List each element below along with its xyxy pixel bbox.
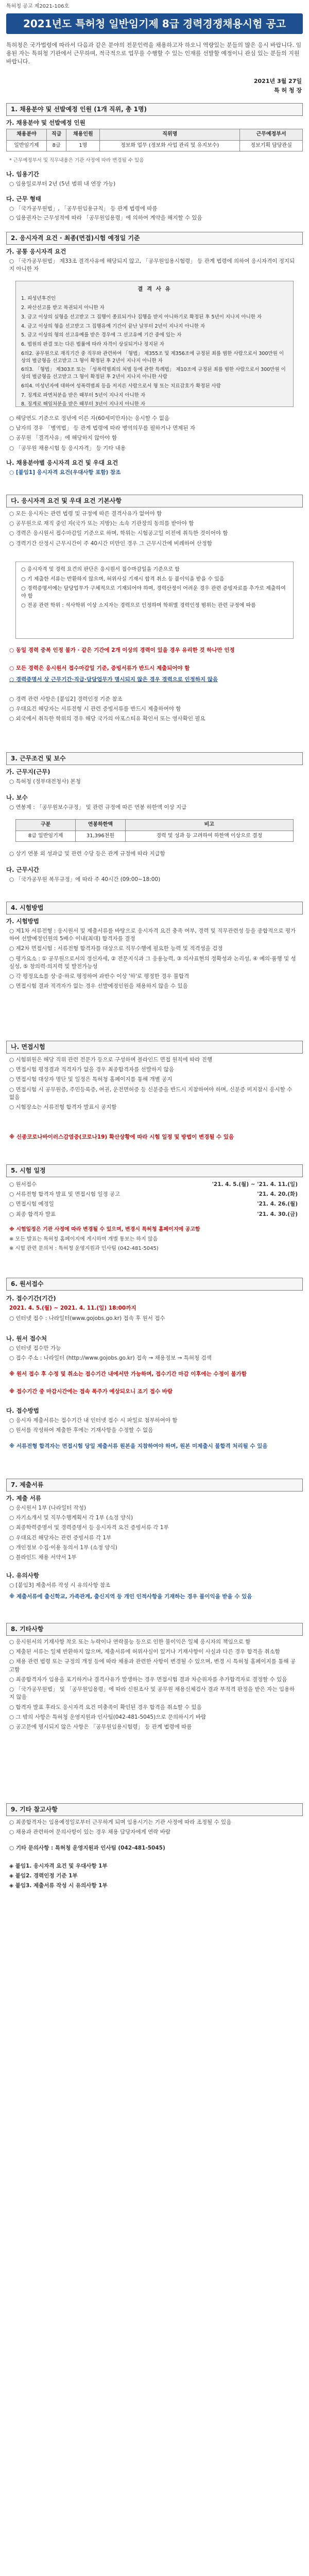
list-item: 7. 징계로 파면처분을 받은 때부터 5년이 지나지 아니한 자 bbox=[21, 392, 146, 398]
list-item: ○ 채용 관련 법령 또는 규정의 개정 등에 따라 채용과 관련한 사항이 변경될 수 있으며, 변경 시 특허청 홈페이지를 통해 공고함 bbox=[9, 1658, 296, 1673]
table-header: 근무예정부서 bbox=[240, 129, 303, 141]
list-item: ○ 응시원서의 기재사항 착오 또는 누락이나 연락불능 등으로 인한 불이익은 일체 응시자의 책임으로 함 bbox=[9, 1639, 251, 1645]
list-item: ○ 기 제출한 서류는 반환하지 않으며, 허위사실 기재시 합격 취소 등 불이익을 받을 수 있음 bbox=[21, 576, 225, 582]
attachment-item: ◈ 붙임1. 응시자격 요건 및 우대사항 1부 bbox=[9, 1863, 108, 1869]
list-item: 8. 징계로 해임처분을 받은 때부터 3년이 지나지 아니한 자 bbox=[21, 401, 146, 408]
sub-heading: 나. 채용분야별 응시자격 요건 및 우대 요건 bbox=[6, 459, 118, 466]
list-item: ○ 경력은 응시원서 접수마감일 기준으로 하며, 학위는 시험공고일 이전에 취득한 것이어야 함 bbox=[9, 530, 228, 537]
table-cell: 8급 bbox=[46, 140, 66, 151]
schedule-label: ○ 최종 합격자 발표 bbox=[9, 1211, 56, 1217]
sub-heading: 나. 원서 접수처 bbox=[6, 1335, 47, 1342]
list-item: 3. 금고 이상의 실형을 선고받고 그 집행이 종료되거나 집행을 받지 아니하기로 확정된 후 5년이 지나지 아니한 자 bbox=[21, 314, 262, 320]
list-item: ○ 그 밖의 사항은 특허청 운영지원과 인사팀(042-481-5045)으로 문의하시기 바람 bbox=[9, 1714, 207, 1720]
sub-heading: 가. 접수기간(기간) bbox=[6, 1295, 56, 1302]
sub-heading: 가. 시험방법 bbox=[6, 918, 39, 925]
sub-heading: 나. 임용기간 bbox=[6, 171, 39, 178]
section-heading-5: 4. 시험방법 bbox=[6, 902, 303, 914]
misc-list bbox=[9, 1638, 298, 1733]
schedule-row bbox=[9, 1191, 298, 1198]
table-cell: 1명 bbox=[66, 140, 100, 151]
table-cell: 8급 일반임기제 bbox=[16, 831, 76, 842]
list-item: 5. 금고 이상의 형의 선고유예를 받은 경우에 그 선고유예 기간 중에 있는 자 bbox=[21, 332, 182, 338]
list-item: ○ 우대요건 해당자는 서류전형 시 관련 증빙서류를 반드시 제출하여야 함 bbox=[9, 706, 181, 713]
blue-notice: ○ 경력증명서 상 근무기간·직급·담당업무가 명시되지 않은 경우 경력으로 인정하지 않음 bbox=[9, 676, 218, 683]
schedule-date: '21. 4. 26.(월) bbox=[257, 1201, 298, 1208]
attachment-ref: ○ [붙임1] 응시자격 요건(우대사항 포함) 참조 bbox=[9, 469, 121, 476]
table-header: 채용분야 bbox=[7, 129, 47, 141]
list-item: 4. 금고 이상의 형을 선고받고 그 집행유예 기간이 끝난 날부터 2년이 지나지 아니한 자 bbox=[21, 323, 205, 329]
list-item: ○ 원서를 작성하여 제출한 후에는 기재사항을 수정할 수 없음 bbox=[9, 1427, 153, 1434]
period-note: ○ 인터넷 접수 : 나라일터(www.gojobs.go.kr) 접속 후 원서 접수 bbox=[9, 1315, 165, 1321]
table-header: 직위명 bbox=[100, 129, 240, 141]
list-item: ○ 시험위원은 해당 직위 관련 전문가 등으로 구성하며 블라인드 면접 원칙에 따라 진행 bbox=[9, 1057, 213, 1063]
work-type-text-2: ○ 임용권자는 근무성적에 따라 「공무원임용령」에 의하여 계약을 해지할 수 있음 bbox=[9, 215, 202, 221]
schedule-row bbox=[9, 1200, 298, 1208]
red-notice: ※ 신종코로나바이러스감염증(코로나19) 확산상황에 따라 시험 일정 및 방법이 변경될 수 있음 bbox=[9, 1134, 234, 1140]
list-item: 1. 피성년후견인 bbox=[21, 296, 56, 302]
section-heading-6: 나. 면접시험 bbox=[6, 1041, 303, 1054]
basic-items bbox=[9, 510, 298, 550]
list-item: ○ 「공무원 채용시험 등 응시자격」 등 기타 내용 bbox=[9, 445, 126, 451]
list-item: ○ 전공 관련 학위 : 석사학위 이상 소지자는 경력으로 인정하며 학위별 경력인정 범위는 관련 규정에 따름 bbox=[21, 603, 256, 608]
list-item: ○ 채용과 관련하여 문의사항이 있는 경우 채용 담당자에게 연락 바람 bbox=[9, 1829, 171, 1836]
workplace-text: ○ 특허청 (정부대전청사) 본청 bbox=[9, 778, 81, 785]
table-header: 연봉하한액 bbox=[76, 820, 125, 831]
salary-table bbox=[15, 819, 294, 842]
sub-heading: 가. 채용분야 및 선발예정 인원 bbox=[6, 119, 85, 126]
list-item: ○ 면접시험 결과 적격자가 없는 경우 선발예정인원을 채용하지 않을 수 있음 bbox=[9, 983, 188, 990]
red-notice: ※ 원서 접수 후 수정 및 취소는 접수기간 내에서만 가능하며, 접수기간 마감 이후에는 수정이 불가함 bbox=[9, 1371, 247, 1377]
section-heading-11: 9. 기타 참고사항 bbox=[6, 1803, 303, 1816]
list-item: ○ 경력 관련 사항은 [붙임2] 경력인정 기준 참조 bbox=[9, 696, 123, 702]
list-item: 6의3. 「형법」 제303조 또는 「성폭력범죄의 처벌 등에 관한 특례법」 제10조에 규정된 죄를 범한 사람으로서 300만원 이상의 벌금형을 선고받고 그 형이 확정된 후 2년이 지나지 아니한 사람 bbox=[21, 367, 286, 380]
schedule-label: ○ 면접시험 예정일 bbox=[9, 1201, 54, 1208]
red-notice: ○ 동일 경력 중복 인정 불가 · 같은 기간에 2개 이상의 경력이 있을 경우 유리한 것 하나만 인정 bbox=[9, 647, 235, 653]
list-item: ○ 제출된 서류는 일체 반환하지 않으며, 제출서류에 허위사실이 있거나 기재사항이 사실과 다른 경우 합격을 취소함 bbox=[9, 1649, 280, 1655]
table-header: 직급 bbox=[46, 129, 66, 141]
list-item: ○ 합격자 발표 후라도 응시자격 요건 미충족이 확인된 경우 합격을 취소할 수 있음 bbox=[9, 1704, 202, 1710]
hours-text: ○ 「국가공무원 복무규정」에 따라 주 40시간 (09:00~18:00) bbox=[9, 876, 161, 883]
section-heading-1: 1. 채용분야 및 선발예정 인원 (1개 직위, 총 1명) bbox=[6, 103, 303, 116]
announce-date: 2021년 3월 27일 bbox=[253, 78, 302, 84]
list-item: 6의4. 미성년자에 대하여 성폭력범죄 등을 저지른 사람으로서 형 또는 치료감호가 확정된 사람 bbox=[21, 383, 221, 389]
interview-list bbox=[9, 1056, 298, 1113]
exam-method-list bbox=[9, 927, 298, 993]
list-item: ○ 접수 주소 : 나라일터 (http://www.gojobs.go.kr) 접속 → 채용정보 → 특허청 검색 bbox=[9, 1355, 212, 1362]
schedule-date: '21. 4. 30.(금) bbox=[257, 1211, 298, 1217]
blue-notice: ※ 제출서류에 출신학교, 가족관계, 출신지역 등 개인 인적사항을 기재하는 경우 불이익을 받을 수 있음 bbox=[9, 1594, 252, 1600]
list-item: ○ 경력증명서에는 담당업무가 구체적으로 기재되어야 하며, 경력산정이 어려운 경우 관련 증빙자료를 추가로 제출하여야 함 bbox=[21, 586, 286, 599]
attachments-list bbox=[9, 1862, 298, 1892]
sub-heading: 다. 접수방법 bbox=[6, 1407, 39, 1414]
list-item: ○ 개인정보 수집·이용 동의서 1부 (소정 양식) bbox=[9, 1544, 117, 1551]
table-header: 채용인원 bbox=[66, 129, 100, 141]
schedule-notes bbox=[9, 1226, 298, 1255]
list-item: ○ 공고문에 명시되지 않은 사항은 「공무원임용시험령」 등 관계 법령에 따름 bbox=[9, 1723, 192, 1730]
list-item: ○ 공무원으로 재직 중인 자(국가 또는 지방)는 소속 기관장의 동의를 받아야 함 bbox=[9, 520, 194, 527]
red-notice: ※ 접수기간 중 마감시간에는 접속 폭주가 예상되오니 조기 접수 바람 bbox=[9, 1388, 173, 1395]
list-item: ○ 응시원서 1부 (나라일터 작성) bbox=[9, 1505, 86, 1511]
section-heading-3: 다. 응시자격 요건 및 우대 요건 기본사항 bbox=[6, 495, 303, 507]
box-title: 결 격 사 유 bbox=[138, 286, 171, 292]
list-item: ○ 최종합격자는 임용예정일로부터 근무하게 되며 임용시기는 기관 사정에 따라 조정될 수 있음 bbox=[9, 1819, 232, 1825]
schedule-row bbox=[9, 1211, 298, 1218]
section-heading-7: 5. 시험 일정 bbox=[6, 1164, 303, 1177]
term-text: ○ 임용일로부터 2년 (5년 범위 내 연장 가능) bbox=[9, 181, 116, 187]
table-cell: 31,396천원 bbox=[76, 831, 125, 842]
schedule-date: '21. 4. 5.(월) ~ '21. 4. 11.(일) bbox=[212, 1181, 298, 1188]
list-item: ○ 해당연도 기준으로 정년에 이른 자(60세미만자)는 응시할 수 없음 bbox=[9, 415, 169, 421]
caution-ref: ○ [붙임3] 제출서류 작성 시 유의사항 참조 bbox=[9, 1582, 111, 1588]
announce-number: 특허청 공고 제2021-106호 bbox=[6, 4, 70, 9]
table-cell: 정보화 업무 (정보화 사업 관리 및 유지보수) bbox=[100, 140, 240, 151]
list-item: ※ 모든 발표는 특허청 홈페이지에 게시하며 개별 통보는 하지 않음 bbox=[9, 1236, 158, 1242]
list-item: ○ 시험장소는 서류전형 합격자 발표시 공지함 bbox=[9, 1104, 117, 1111]
period-text: 2021. 4. 5.(월) ~ 2021. 4. 11.(일) 18:00까지 bbox=[9, 1305, 136, 1311]
sub-heading: 다. 근무시간 bbox=[6, 866, 39, 873]
announce-org: 특 허 청 장 bbox=[274, 87, 302, 94]
table-header: 구분 bbox=[16, 820, 76, 831]
documents-list bbox=[9, 1504, 298, 1564]
apply-method-list bbox=[9, 1417, 298, 1436]
work-type-text: ○ 「국가공무원법」, 「공무원임용규칙」 등 관계 법령에 따름 bbox=[9, 206, 158, 212]
list-item: ○ 제1차 서류전형 : 응시원서 및 제출서류를 바탕으로 응시자격 요건 충족 여부, 경력 및 직무관련성 등을 종합적으로 평가하여 선발예정인원의 5배수 이내(최대) 합격자를 결정 bbox=[9, 928, 296, 942]
contact-line: ○ 기타 문의사항 : 특허청 운영지원과 인사팀 (042-481-5045) bbox=[9, 1845, 165, 1851]
schedule-list bbox=[9, 1181, 298, 1221]
list-item: ○ 남자의 경우 「병역법」 등 관계 법령에 따라 병역의무를 필하거나 면제된 자 bbox=[9, 425, 196, 432]
table-cell: 경력 및 성과 등 고려하여 하한액 이상으로 결정 bbox=[125, 831, 293, 842]
list-item: ○ 인터넷 접수만 가능 bbox=[9, 1345, 61, 1351]
list-item: ○ 블라인드 채용 서약서 1부 bbox=[9, 1554, 77, 1561]
list-item: ○ 응시자 제출서류는 접수기간 내 인터넷 접수 시 파일로 첨부하여야 함 bbox=[9, 1417, 178, 1423]
list-item: 6. 법원의 판결 또는 다른 법률에 따라 자격이 상실되거나 정지된 자 bbox=[21, 342, 164, 348]
list-item: ○ 모든 응시자는 관련 법령 및 규정에 따른 결격사유가 없어야 함 bbox=[9, 511, 162, 517]
list-item: 2. 파산선고를 받고 복권되지 아니한 자 bbox=[21, 304, 105, 311]
sub-heading: 다. 근무 형태 bbox=[6, 195, 41, 202]
recruit-table bbox=[6, 129, 303, 151]
list-item: ※ 시험일정은 기관 사정에 따라 변경될 수 있으며, 변경시 특허청 홈페이지에 공고함 bbox=[9, 1227, 200, 1232]
list-item: ○ 자기소개서 및 직무수행계획서 각 1부 (소정 양식) bbox=[9, 1515, 133, 1521]
list-item: ○ 제2차 면접시험 : 서류전형 합격자를 대상으로 직무수행에 필요한 능력 및 적격성을 검정 bbox=[9, 945, 223, 952]
section-heading-9: 7. 제출서류 bbox=[6, 1479, 303, 1492]
list-item: ○ 최종합격자가 임용을 포기하거나 결격사유가 발생하는 경우 면접시험 결과 차순위자를 추가합격자로 결정할 수 있음 bbox=[9, 1676, 287, 1683]
schedule-date: '21. 4. 20.(화) bbox=[257, 1191, 298, 1198]
disqualification-box bbox=[15, 281, 294, 407]
sub-heading: 가. 공통 응시자격 요건 bbox=[6, 248, 66, 255]
schedule-label: ○ 서류전형 합격자 발표 및 면접시험 일정 공고 bbox=[9, 1191, 121, 1198]
ref-list bbox=[9, 1819, 298, 1838]
list-item: ○ 면접시험 시 공무원증, 주민등록증, 여권, 운전면허증 등 신분증을 반드시 지참하여야 하며, 신분증 미지참시 응시할 수 없음 bbox=[9, 1086, 293, 1100]
list-item: ○ 면접시험 평정결과 적격자가 없을 경우 최종합격자를 선발하지 않음 bbox=[9, 1066, 174, 1073]
page-title: 2021년도 특허청 일반임기제 8급 경력경쟁채용시험 공고 bbox=[6, 13, 303, 34]
blue-notice: ※ 서류전형 합격자는 면접시험 당일 제출서류 원본을 지참하여야 하며, 원본 미제출시 불합격 처리될 수 있음 bbox=[9, 1443, 268, 1449]
section-heading-2: 2. 응시자격 요건 · 최종(면접)시험 예정일 기준 bbox=[6, 232, 303, 245]
list-item: ○ 경력기간 산정시 근무시간이 주 40시간 미만인 경우 그 근무시간에 비례하여 산정함 bbox=[9, 540, 212, 547]
list-item: ○ 평가요소 : ① 공무원으로서의 정신자세, ② 전문지식과 그 응용능력, ③ 의사표현의 정확성과 논리성, ④ 예의·품행 및 성실성, ⑤ 창의력·의지력 및 발전가능성 bbox=[9, 955, 296, 970]
salary-note: ○ 상기 연봉 외 성과급 및 관련 수당 등은 관계 규정에 따라 지급함 bbox=[9, 851, 165, 857]
list-item: ○ 외국에서 취득한 학위의 경우 해당 국가의 아포스티유 확인서 또는 영사확인 필요 bbox=[9, 716, 205, 722]
table-header: 비고 bbox=[125, 820, 293, 831]
sub-heading: 나. 보수 bbox=[6, 794, 28, 801]
salary-text: ○ 연봉제 : 「공무원보수규정」 및 관련 규정에 따른 연봉 하한액 이상 지급 bbox=[9, 804, 187, 810]
section-heading-4: 3. 근무조건 및 보수 bbox=[6, 752, 303, 765]
tail-items bbox=[9, 696, 298, 725]
schedule-label: ○ 원서접수 bbox=[9, 1181, 37, 1188]
table-note: * 근무예정부서 및 직무내용은 기관 사정에 따라 변경될 수 있음 bbox=[9, 158, 144, 163]
list-item: ○ 최종학력증명서 및 경력증명서 등 응시자격 요건 증빙서류 각 1부 bbox=[9, 1524, 169, 1531]
list-item: ○ 공무원 「결격사유」에 해당하지 않아야 함 bbox=[9, 435, 117, 442]
list-item: ※ 시험 관련 문의처 : 특허청 운영지원과 인사팀 (042-481-5045) bbox=[9, 1246, 159, 1251]
attachment-item: ◈ 붙임3. 제출서류 작성 시 유의사항 1부 bbox=[9, 1883, 108, 1889]
sub-heading: 나. 유의사항 bbox=[6, 1572, 39, 1579]
section-heading-10: 8. 기타사항 bbox=[6, 1623, 303, 1636]
sub-heading: 가. 근무지(근무) bbox=[6, 768, 50, 775]
intro-text: 특허청은 국가법령에 따라서 다음과 같은 분야의 전문인력을 채용하고자 하오니 역량있는 분들의 많은 응시 바랍니다. 임용된 자는 특허청 기관에서 근무하며, 적극적으로 업무를 수행할 수 있는 인재를 선발할 예정이니 관심 있는 분들의 지원 바랍니다. bbox=[6, 42, 302, 65]
list-item: ○ 면접시험 대상자 명단 및 일정은 특허청 홈페이지를 통해 개별 공지 bbox=[9, 1076, 173, 1083]
list-item: ○ 각 평정요소를 상·중·하로 평정하여 과반수 이상 '하'로 평정한 경우 불합격 bbox=[9, 973, 190, 980]
section-heading-8: 6. 원서접수 bbox=[6, 1278, 303, 1291]
notice-box bbox=[15, 562, 294, 639]
table-cell: 정보기획 담당관실 bbox=[240, 140, 303, 151]
after-box-list bbox=[9, 415, 298, 454]
apply-place-list bbox=[9, 1345, 298, 1364]
attachment-item: ◈ 붙임2. 경력인정 기준 1부 bbox=[9, 1873, 78, 1879]
schedule-row bbox=[9, 1181, 298, 1189]
red-notice: ○ 모든 경력은 응시원서 접수마감일 기준, 증빙서류가 반드시 제출되어야 함 bbox=[9, 665, 190, 671]
list-item: ○ 「국가공무원법」 및 「공무원임용령」에 따라 신원조사 및 공무원 채용신체검사 결과 부적격 판정을 받은 자는 임용하지 않음 bbox=[9, 1686, 295, 1701]
qualification-text: ○ 「국가공무원법」 제33조 결격사유에 해당되지 않고, 「공무원임용시험령」 등 관계 법령에 의하여 응시자격이 정지되지 아니한 자 bbox=[9, 258, 295, 273]
list-item: ○ 우대요건 해당자는 관련 증빙서류 각 1부 bbox=[9, 1534, 112, 1541]
table-cell: 일반임기제 bbox=[7, 140, 47, 151]
sub-heading: 가. 제출 서류 bbox=[6, 1495, 41, 1502]
list-item: ○ 응시자격 및 경력 요건의 판단은 응시원서 접수마감일을 기준으로 함 bbox=[21, 567, 180, 572]
list-item: 6의2. 공무원으로 재직기간 중 직무와 관련하여 「형법」 제355조 및 제356조에 규정된 죄를 범한 사람으로서 300만원 이상의 벌금형을 선고받고 그 형이 확정된 후 2년이 지나지 아니한 자 bbox=[21, 350, 284, 364]
